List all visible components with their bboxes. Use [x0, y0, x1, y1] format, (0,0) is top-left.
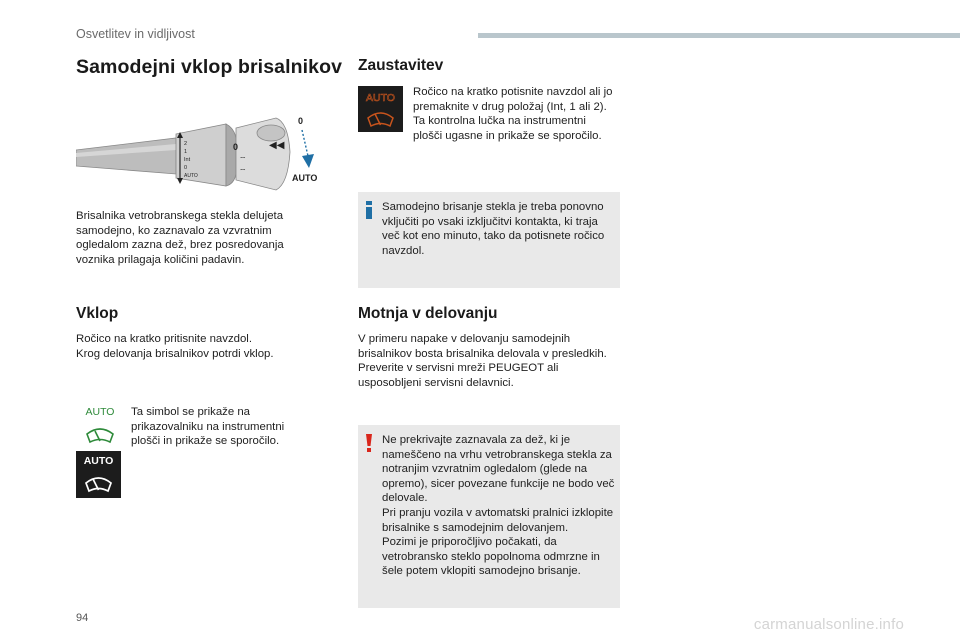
auto-wiper-green-icon [78, 404, 122, 448]
page-title: Samodejni vklop brisalnikov [76, 56, 343, 78]
page-number: 94 [76, 612, 89, 624]
motnja-heading: Motnja v delovanju [358, 305, 498, 322]
wiper-stalk-illustration [76, 108, 326, 193]
watermark: carmanualsonline.info [753, 616, 904, 633]
stalk-zero-label: 0 [233, 142, 239, 152]
washer-icon: ⌔ [239, 167, 247, 176]
motnja-text: V primeru napake v delovanju samodejnih brisalnikov bosta brisalnika delovala v presledkih. Preverite v servisni mreži PEUGEOT ali usposobljeni servisni delavnici. [358, 333, 607, 389]
header-divider [478, 33, 960, 38]
stalk-pos-2: 2 [184, 141, 188, 147]
info-note [358, 192, 620, 288]
auto-off-label: AUTO [366, 92, 395, 104]
warning-icon [365, 434, 373, 452]
zaustavitev-text: Ročico na kratko potisnite navzdol ali jo premaknite v drug položaj (Int, 1 ali 2). Ta kontrolna lučka na instrumentni plošči ugasne in prikaže se sporočilo. [413, 86, 613, 142]
auto-green-label: AUTO [85, 406, 115, 418]
stalk-pos-1: 1 [184, 149, 188, 155]
auto-wiper-display-icon [76, 451, 121, 498]
section-title: Osvetlitev in vidljivost [76, 27, 195, 41]
auto-wiper-off-icon [358, 86, 403, 132]
vklop-text: Ročico na kratko pritisnite navzdol. Krog delovanja brisalnikov potrdi vklop. [76, 333, 274, 360]
vklop-heading: Vklop [76, 305, 119, 322]
top-zero-label: 0 [298, 116, 304, 126]
symbol-description: Ta simbol se prikaže na prikazovalniku na instrumentni plošči in prikaže se sporočilo. [131, 406, 285, 448]
warning-note-text: Ne prekrivajte zaznavala za dež, ki je nameščeno na vrhu vetrobranskega stekla za notranjim vzvratnim ogledalom (glede na opremo), sicer povezane funkcije ne bodo več delovale. Pri pranju vozila v avtomatski pralnici izklopite brisalnike s samodejnim delovanjem. Pozimi je priporočljivo počakati, da vetrobransko steklo popolnoma odmrzne in šele potem vklopiti samodejno brisanje. [382, 434, 615, 578]
rear-wiper-icon: ⌔ [239, 155, 247, 164]
rewind-icon: ◀◀ [269, 140, 285, 151]
auto-label: AUTO [292, 173, 318, 183]
info-icon [365, 201, 373, 219]
zaustavitev-heading: Zaustavitev [358, 57, 444, 74]
stalk-pos-0: 0 [184, 165, 188, 171]
auto-display-label: AUTO [83, 455, 114, 467]
stalk-pos-int: Int [184, 157, 191, 163]
warning-note [358, 425, 620, 608]
info-note-text: Samodejno brisanje stekla je treba ponovno vključiti po vsaki izključitvi kontakta, ki traja več kot eno minuto, tako da potisnete ročico navzdol. [382, 201, 605, 257]
stalk-pos-auto: AUTO [184, 173, 198, 179]
intro-paragraph: Brisalnika vetrobranskega stekla delujeta samodejno, ko zaznavalo za vzvratnim ogledalom zazna dež, brez posredovanja voznika prilagaja količini padavin. [76, 210, 284, 266]
